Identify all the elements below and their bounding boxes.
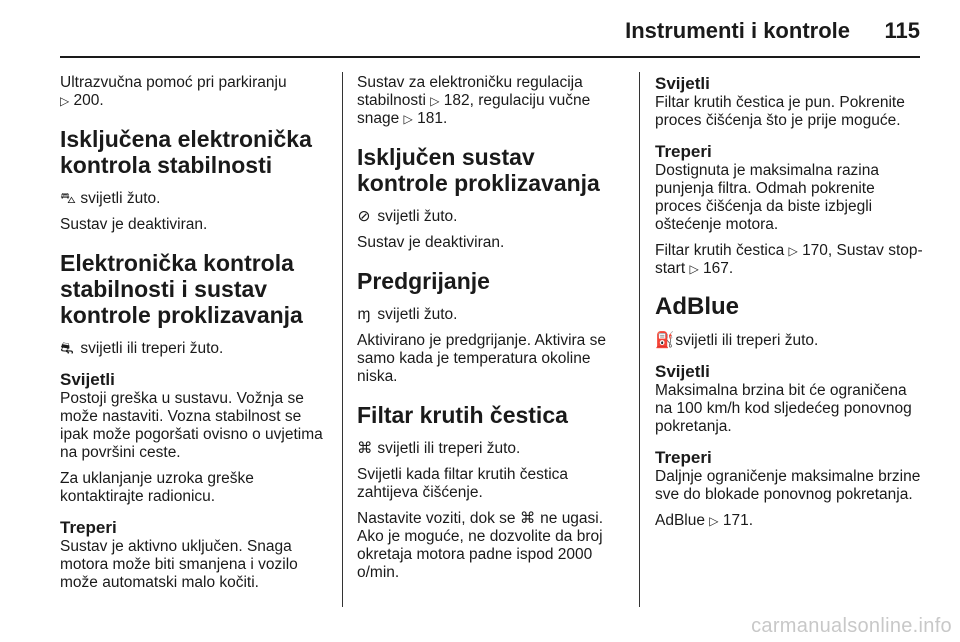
reference-line: Filtar krutih čestica ▷ 170, Sustav stop-start ▷ 167. xyxy=(655,242,923,277)
watermark: carmanualsonline.info xyxy=(751,615,952,637)
body-text: Postoji greška u sustavu. Vožnja se može nastaviti. Vozna stabilnost se ipak može pogoršati ovisno o uvjetima na površini ceste. xyxy=(60,390,323,461)
header-rule xyxy=(60,56,920,58)
page-header xyxy=(60,0,920,58)
page-number: 115 xyxy=(884,18,920,43)
ref-triangle-icon: ▷ xyxy=(430,94,440,108)
subsection-title: Treperi xyxy=(60,518,117,537)
esc-off-icon: ⛍ xyxy=(60,190,76,207)
reference-line: AdBlue ▷ 171. xyxy=(655,512,754,529)
body-text: Nastavite voziti, dok se ⌘ ne ugasi. Ako je moguće, ne dozvolite da broj okretaja motora padne ispod 2000 o/min. xyxy=(357,510,604,581)
adblue-icon: ⛽ xyxy=(655,332,675,349)
indicator-line: ⛽ svijetli ili treperi žuto. xyxy=(655,332,819,349)
body-text: Za uklanjanje uzroka greške kontaktirajte radionicu. xyxy=(60,470,254,505)
indicator-line: ⛐ svijetli ili treperi žuto. xyxy=(60,340,224,357)
ref-triangle-icon: ▷ xyxy=(709,514,719,528)
column-left xyxy=(60,74,328,600)
section-title: Filtar krutih čestica xyxy=(357,402,568,428)
body-text: Dostignuta je maksimalna razina punjenja filtra. Odmah pokrenite proces čišćenja da biste izbjegli oštećenje motora. xyxy=(655,162,879,233)
column-middle xyxy=(357,74,625,590)
body-text: Sustav je deaktiviran. xyxy=(357,234,505,251)
ref-triangle-icon: ▷ xyxy=(788,244,798,258)
glow-plug-icon: ɱ xyxy=(357,306,371,323)
subsection-title: Svijetli xyxy=(655,74,710,93)
section-title: Elektronička kontrola stabilnosti i sustav kontrole proklizavanja xyxy=(60,250,303,328)
column-divider xyxy=(342,72,343,607)
body-text: Aktivirano je predgrijanje. Aktivira se samo kada je temperatura okoline niska. xyxy=(357,332,606,385)
body-text: Daljnje ograničenje maksimalne brzine sve do blokade ponovnog pokretanja. xyxy=(655,468,921,503)
intro-paragraph: Ultrazvučna pomoć pri parkiranju ▷ 200. xyxy=(60,74,287,109)
ref-triangle-icon: ▷ xyxy=(60,94,70,108)
particle-filter-icon: ⌘ xyxy=(519,510,536,527)
subsection-title: Svijetli xyxy=(655,362,710,381)
section-title: Isključena elektronička kontrola stabilnosti xyxy=(60,126,312,178)
section-title: Isključen sustav kontrole proklizavanja xyxy=(357,144,600,196)
header-title: Instrumenti i kontrole xyxy=(625,18,850,43)
particle-filter-icon: ⌘ xyxy=(357,440,373,457)
indicator-line: ⛍ svijetli žuto. xyxy=(60,190,161,207)
subsection-title: Treperi xyxy=(655,142,712,161)
traction-off-icon: ⊘ xyxy=(357,208,371,225)
column-divider xyxy=(639,72,640,607)
body-text: Svijetli kada filtar krutih čestica zahtijeva čišćenje. xyxy=(357,466,569,501)
body-text: Maksimalna brzina bit će ograničena na 100 km/h kod sljedećeg ponovnog pokretanja. xyxy=(655,382,912,435)
body-text: Sustav je deaktiviran. xyxy=(60,216,208,233)
ref-triangle-icon: ▷ xyxy=(689,262,699,276)
ref-triangle-icon: ▷ xyxy=(403,112,413,126)
body-text: Filtar krutih čestica je pun. Pokrenite proces čišćenja što je prije moguće. xyxy=(655,94,905,129)
section-title: Predgrijanje xyxy=(357,268,490,294)
indicator-line: ⌘ svijetli ili treperi žuto. xyxy=(357,440,521,457)
intro-paragraph: Sustav za elektroničku regulacija stabilnosti ▷ 182, regulaciju vučne snage ▷ 181. xyxy=(357,74,591,127)
subsection-title: Treperi xyxy=(655,448,712,467)
section-title: AdBlue xyxy=(655,293,739,320)
indicator-line: ɱ svijetli žuto. xyxy=(357,306,458,323)
body-text: Sustav je aktivno uključen. Snaga motora može biti smanjena i vozilo može automatski malo kočiti. xyxy=(60,538,298,591)
indicator-line: ⊘ svijetli žuto. xyxy=(357,208,458,225)
esc-icon: ⛐ xyxy=(60,340,74,357)
subsection-title: Svijetli xyxy=(60,370,115,389)
column-right xyxy=(655,74,923,538)
